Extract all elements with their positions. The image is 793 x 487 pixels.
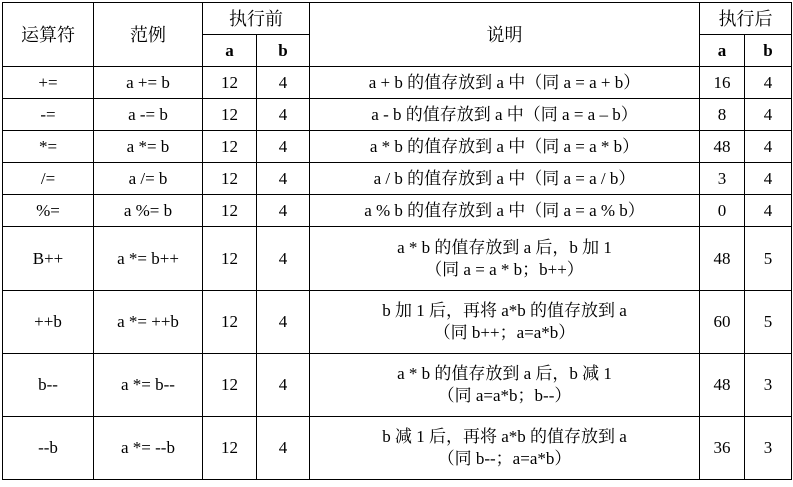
- table-row: [3, 195, 792, 227]
- before-a-cell: 12: [203, 417, 257, 480]
- after-a-cell: 48: [700, 227, 745, 291]
- operator-cell: /=: [3, 163, 94, 195]
- example-cell: a *= ++b: [94, 291, 203, 354]
- description-cell: [310, 417, 700, 480]
- table-row: [3, 354, 792, 417]
- description-line: b 加 1 后，再将 a*b 的值存放到 a: [382, 301, 627, 320]
- description-cell: [310, 131, 700, 163]
- table-body: [3, 67, 792, 480]
- after-a-cell: 8: [700, 99, 745, 131]
- example-cell: a %= b: [94, 195, 203, 227]
- example-cell: a -= b: [94, 99, 203, 131]
- after-b-cell: 4: [745, 99, 792, 131]
- example-cell: a *= b++: [94, 227, 203, 291]
- after-b-cell: 5: [745, 291, 792, 354]
- operator-cell: ++b: [3, 291, 94, 354]
- after-a-cell: 36: [700, 417, 745, 480]
- table-row: [3, 291, 792, 354]
- after-b-cell: 3: [745, 354, 792, 417]
- description-line: a * b 的值存放到 a 中（同 a = a * b）: [369, 136, 640, 156]
- table-row: [3, 163, 792, 195]
- after-a-cell: 48: [700, 354, 745, 417]
- example-cell: a *= b--: [94, 354, 203, 417]
- description-cell: [310, 67, 700, 99]
- before-a-cell: 12: [203, 195, 257, 227]
- header-after-b: b: [745, 35, 792, 67]
- description-cell: [310, 354, 700, 417]
- before-b-cell: 4: [257, 417, 310, 480]
- description-line: a - b 的值存放到 a 中（同 a = a – b）: [371, 104, 638, 124]
- operator-table: [2, 2, 792, 480]
- description-cell: [310, 291, 700, 354]
- before-b-cell: 4: [257, 227, 310, 291]
- operator-cell: b--: [3, 354, 94, 417]
- before-a-cell: 12: [203, 291, 257, 354]
- before-b-cell: 4: [257, 163, 310, 195]
- after-a-cell: 3: [700, 163, 745, 195]
- operator-cell: -=: [3, 99, 94, 131]
- before-a-cell: 12: [203, 99, 257, 131]
- before-a-cell: 12: [203, 163, 257, 195]
- description-cell: [310, 227, 700, 291]
- before-a-cell: 12: [203, 354, 257, 417]
- example-cell: a /= b: [94, 163, 203, 195]
- before-a-cell: 12: [203, 131, 257, 163]
- header-description: 说明: [310, 3, 700, 67]
- description-cell: [310, 99, 700, 131]
- description-line: a % b 的值存放到 a 中（同 a = a % b）: [364, 200, 645, 220]
- after-a-cell: 48: [700, 131, 745, 163]
- operator-cell: --b: [3, 417, 94, 480]
- after-b-cell: 4: [745, 195, 792, 227]
- header-after: 执行后: [700, 3, 792, 35]
- description-line: a * b 的值存放到 a 后，b 减 1: [397, 364, 612, 383]
- description-cell: [310, 195, 700, 227]
- after-a-cell: 0: [700, 195, 745, 227]
- header-after-a: a: [700, 35, 745, 67]
- description-line: （同 a = a * b；b++）: [425, 259, 584, 279]
- table-row: [3, 99, 792, 131]
- description-cell: [310, 163, 700, 195]
- description-line: （同 b--；a=a*b）: [437, 449, 572, 468]
- before-b-cell: 4: [257, 195, 310, 227]
- header-before-b: b: [257, 35, 310, 67]
- header-before-a: a: [203, 35, 257, 67]
- description-line: （同 a=a*b；b--）: [437, 386, 572, 405]
- description-line: a / b 的值存放到 a 中（同 a = a / b）: [373, 168, 636, 188]
- example-cell: a *= --b: [94, 417, 203, 480]
- example-cell: a += b: [94, 67, 203, 99]
- description-line: a + b 的值存放到 a 中（同 a = a + b）: [368, 72, 641, 92]
- after-b-cell: 4: [745, 131, 792, 163]
- after-b-cell: 4: [745, 163, 792, 195]
- after-b-cell: 5: [745, 227, 792, 291]
- before-b-cell: 4: [257, 99, 310, 131]
- description-line: b 减 1 后，再将 a*b 的值存放到 a: [382, 427, 627, 446]
- table-row: [3, 67, 792, 99]
- before-a-cell: 12: [203, 67, 257, 99]
- after-b-cell: 4: [745, 67, 792, 99]
- operator-cell: +=: [3, 67, 94, 99]
- description-line: （同 b++；a=a*b）: [433, 323, 576, 342]
- operator-cell: %=: [3, 195, 94, 227]
- after-a-cell: 60: [700, 291, 745, 354]
- after-b-cell: 3: [745, 417, 792, 480]
- after-a-cell: 16: [700, 67, 745, 99]
- operator-cell: *=: [3, 131, 94, 163]
- operator-cell: B++: [3, 227, 94, 291]
- before-a-cell: 12: [203, 227, 257, 291]
- example-cell: a *= b: [94, 131, 203, 163]
- header-operator: 运算符: [3, 3, 94, 67]
- description-line: a * b 的值存放到 a 后，b 加 1: [397, 237, 612, 257]
- table-row: [3, 417, 792, 480]
- header-before: 执行前: [203, 3, 310, 35]
- before-b-cell: 4: [257, 354, 310, 417]
- before-b-cell: 4: [257, 131, 310, 163]
- before-b-cell: 4: [257, 291, 310, 354]
- table-row: [3, 227, 792, 291]
- table-row: [3, 131, 792, 163]
- header-example: 范例: [94, 3, 203, 67]
- before-b-cell: 4: [257, 67, 310, 99]
